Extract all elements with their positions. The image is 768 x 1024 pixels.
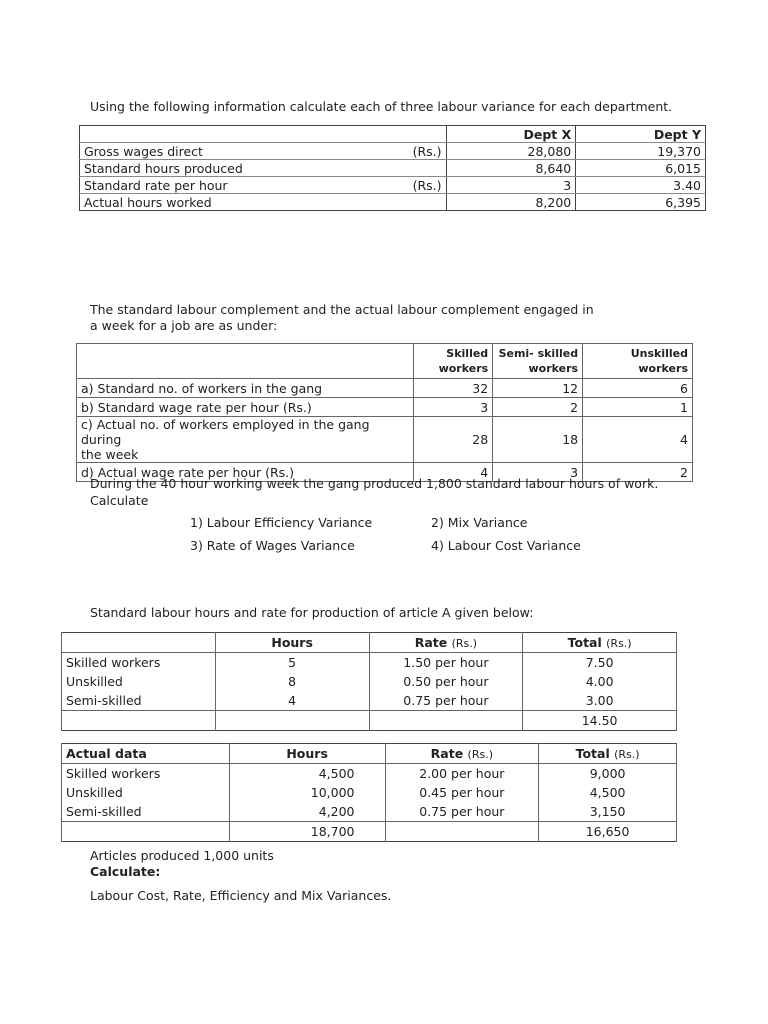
labour-complement-table xyxy=(76,343,693,482)
cell-grand-total: 14.50 xyxy=(523,711,677,731)
cell-unskilled: 2 xyxy=(583,463,693,482)
cell-semi-skilled: 12 xyxy=(493,379,583,398)
calc-item-1: 1) Labour Efficiency Variance xyxy=(190,515,373,530)
cell-semi-skilled: 18 xyxy=(493,417,583,463)
intro-text-3: Standard labour hours and rate for production of article A given below: xyxy=(90,605,534,620)
row-label: Unskilled xyxy=(62,783,230,802)
header-line: Unskilled xyxy=(630,347,688,360)
table-row xyxy=(77,398,693,417)
col-header-rate xyxy=(385,744,539,764)
final-instruction-text: Labour Cost, Rate, Efficiency and Mix Variances. xyxy=(90,888,392,903)
header-line: workers xyxy=(438,362,489,375)
standard-labour-table xyxy=(61,632,677,731)
header-rate-unit: (Rs.) xyxy=(451,636,478,650)
cell-total: 9,000 xyxy=(539,764,677,784)
col-header-actual-data: Actual data xyxy=(62,744,230,764)
table-header-row xyxy=(77,344,693,379)
table-row xyxy=(77,417,693,463)
row-label: Standard rate per hour xyxy=(80,177,409,194)
col-header-dept-x: Dept X xyxy=(446,126,576,143)
table-header-row xyxy=(62,633,677,653)
row-label: d) Actual wage rate per hour (Rs.) xyxy=(77,463,414,482)
calc-item-3: 3) Rate of Wages Variance xyxy=(190,538,355,553)
table-row xyxy=(80,194,706,211)
intro-text-2-line2: a week for a job are as under: xyxy=(90,318,278,333)
row-label: Skilled workers xyxy=(62,764,230,784)
articles-produced-text: Articles produced 1,000 units xyxy=(90,848,274,863)
calc-item-4: 4) Labour Cost Variance xyxy=(431,538,581,553)
total-row xyxy=(62,711,677,731)
col-header-dept-y: Dept Y xyxy=(576,126,706,143)
cell-dept-y: 6,395 xyxy=(665,194,701,210)
row-label: Skilled workers xyxy=(62,653,216,673)
row-label: Actual hours worked xyxy=(84,194,212,210)
header-rate-unit: (Rs.) xyxy=(467,747,494,761)
header-line: Skilled xyxy=(446,347,489,360)
cell-unskilled: 1 xyxy=(583,398,693,417)
row-label: Standard hours produced xyxy=(80,160,409,177)
row-label-line: the week xyxy=(81,447,139,462)
cell-total: 4,500 xyxy=(539,783,677,802)
cell-skilled: 4 xyxy=(414,463,493,482)
cell-total: 7.50 xyxy=(523,653,677,673)
row-label: Gross wages direct xyxy=(80,143,409,160)
cell-hours: 4 xyxy=(215,691,369,711)
table-row xyxy=(80,160,706,177)
header-total-label: Total xyxy=(567,634,602,650)
gang-text-line1: During the 40 hour working week the gang produced 1,800 standard labour hours of work. xyxy=(90,476,659,491)
cell-rate: 0.45 per hour xyxy=(385,783,539,802)
row-label xyxy=(77,417,414,463)
header-line: workers xyxy=(528,362,579,375)
col-header-total xyxy=(539,744,677,764)
cell-semi-skilled: 2 xyxy=(493,398,583,417)
cell-rate: 0.75 per hour xyxy=(369,691,523,711)
col-header-semi-skilled xyxy=(493,344,583,379)
table-row xyxy=(62,764,677,784)
cell-skilled: 3 xyxy=(414,398,493,417)
header-total-unit: (Rs.) xyxy=(606,636,632,650)
col-header-hours: Hours xyxy=(229,744,385,764)
row-unit xyxy=(409,194,446,211)
cell-rate: 0.50 per hour xyxy=(369,672,523,691)
row-unit: (Rs.) xyxy=(409,177,446,194)
cell-dept-x: 28,080 xyxy=(446,143,576,160)
row-label: Semi-skilled xyxy=(62,802,230,822)
table-row xyxy=(62,653,677,673)
header-line: Semi- skilled xyxy=(498,347,579,360)
cell-semi-skilled: 3 xyxy=(493,463,583,482)
cell-dept-y: 6,015 xyxy=(576,160,706,177)
table-header-row xyxy=(62,744,677,764)
cell-unskilled: 6 xyxy=(583,379,693,398)
cell-rate: 1.50 per hour xyxy=(369,653,523,673)
row-unit xyxy=(409,160,446,177)
intro-text-2-line1: The standard labour complement and the actual labour complement engaged in xyxy=(90,302,594,317)
table-row xyxy=(62,691,677,711)
cell-rate: 2.00 per hour xyxy=(385,764,539,784)
table-row xyxy=(80,177,706,194)
cell-hours: 4,200 xyxy=(229,802,385,822)
row-label: Semi-skilled xyxy=(62,691,216,711)
cell-dept-x: 8,640 xyxy=(446,160,576,177)
cell-dept-x: 3 xyxy=(446,177,576,194)
cell-unskilled: 4 xyxy=(583,417,693,463)
cell-grand-total: 16,650 xyxy=(539,822,677,842)
table-header-row xyxy=(80,126,706,143)
table-row xyxy=(80,143,706,160)
cell-dept-y: 19,370 xyxy=(576,143,706,160)
cell-total: 4.00 xyxy=(523,672,677,691)
gang-text-line2: Calculate xyxy=(90,493,149,508)
cell-hours: 10,000 xyxy=(229,783,385,802)
header-total-unit: (Rs.) xyxy=(614,747,640,761)
table-row xyxy=(62,802,677,822)
cell-total-hours: 18,700 xyxy=(229,822,385,842)
row-label: Unskilled xyxy=(62,672,216,691)
col-header-unskilled xyxy=(583,344,693,379)
cell-total: 3,150 xyxy=(539,802,677,822)
calc-item-2: 2) Mix Variance xyxy=(431,515,528,530)
intro-text-1: Using the following information calculate each of three labour variance for each department. xyxy=(90,99,673,114)
cell-hours: 4,500 xyxy=(229,764,385,784)
col-header-hours: Hours xyxy=(215,633,369,653)
header-rate-label: Rate xyxy=(430,745,464,761)
col-header-total xyxy=(523,633,677,653)
cell-skilled: 32 xyxy=(414,379,493,398)
header-line: workers xyxy=(638,362,688,375)
table-row xyxy=(62,783,677,802)
cell-dept-x: 8,200 xyxy=(446,194,576,211)
row-label: a) Standard no. of workers in the gang xyxy=(77,379,414,398)
table-row xyxy=(77,379,693,398)
cell-total: 3.00 xyxy=(523,691,677,711)
cell-dept-y: 3.40 xyxy=(576,177,706,194)
col-header-rate xyxy=(369,633,523,653)
dept-wages-table xyxy=(79,125,706,211)
header-rate-label: Rate xyxy=(414,634,448,650)
cell-hours: 5 xyxy=(215,653,369,673)
calculate-heading: Calculate: xyxy=(90,864,161,879)
cell-hours: 8 xyxy=(215,672,369,691)
row-label: b) Standard wage rate per hour (Rs.) xyxy=(77,398,414,417)
table-row xyxy=(62,672,677,691)
cell-rate: 0.75 per hour xyxy=(385,802,539,822)
row-unit: (Rs.) xyxy=(409,143,446,160)
col-header-skilled xyxy=(414,344,493,379)
total-row xyxy=(62,822,677,842)
header-total-label: Total xyxy=(575,745,610,761)
actual-data-table xyxy=(61,743,677,842)
row-label-line: c) Actual no. of workers employed in the gang during xyxy=(81,417,370,447)
cell-skilled: 28 xyxy=(414,417,493,463)
